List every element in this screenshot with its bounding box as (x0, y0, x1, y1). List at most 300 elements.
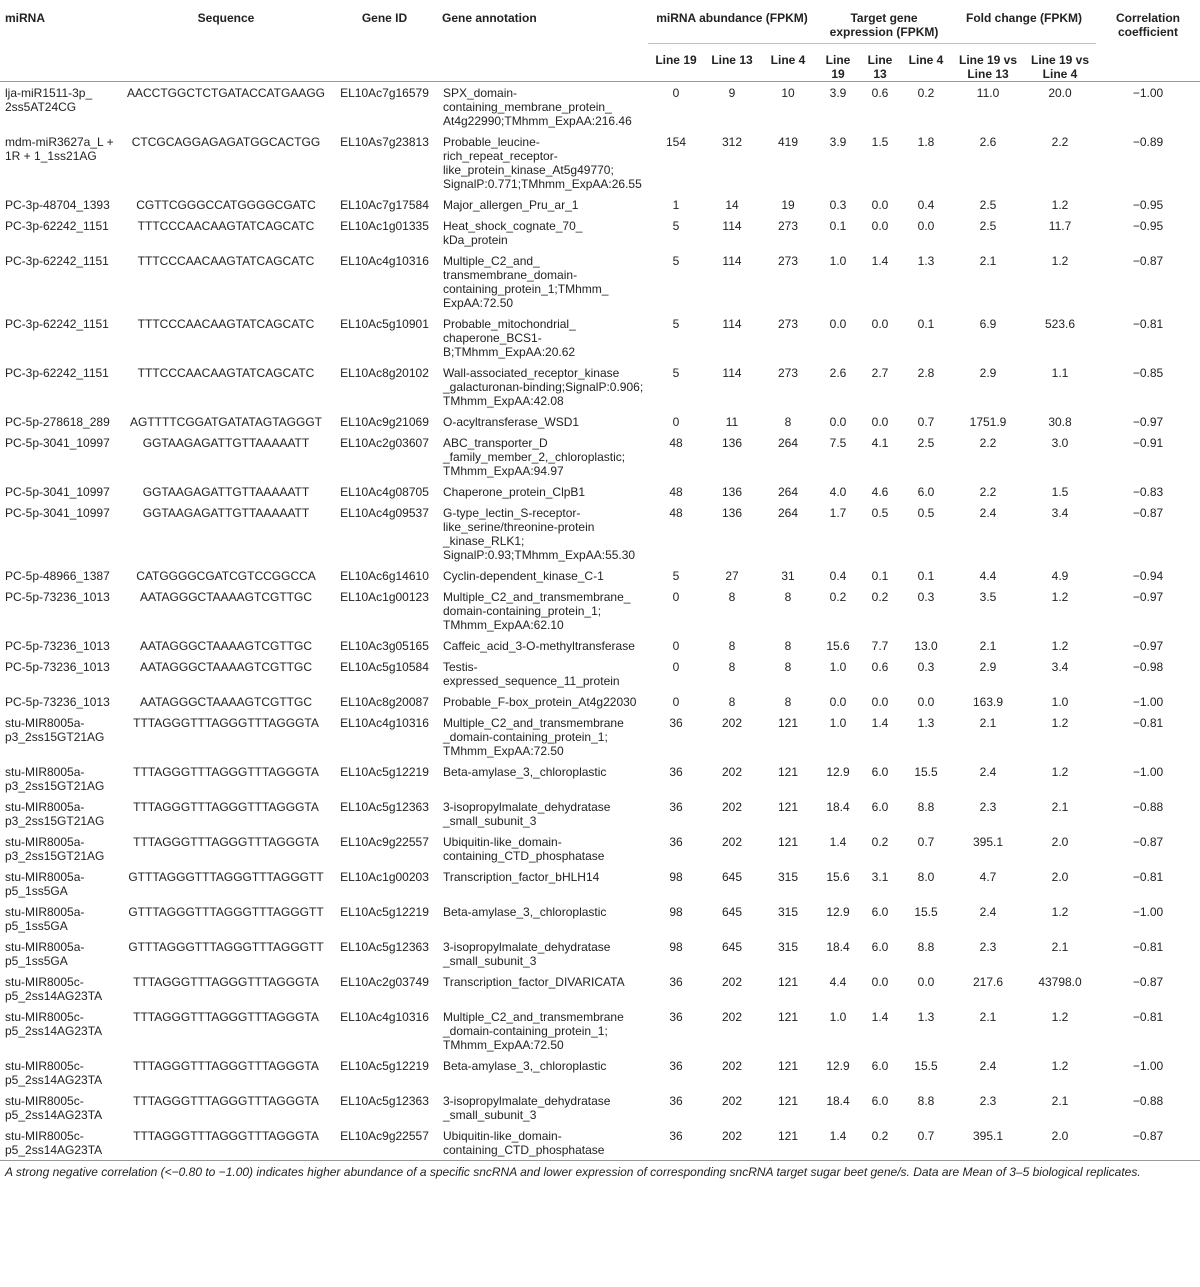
cell-gene-id: EL10Ac5g10584 (340, 660, 429, 674)
cell-gene-id: EL10Ac5g12363 (340, 1094, 429, 1108)
cell-expression-line19: 1.0 (829, 716, 847, 730)
table-row (0, 1006, 1200, 1055)
cell-mirna: PC-3p-48704_1393 (5, 198, 110, 212)
header-abundance-line19: Line 19 (655, 53, 697, 67)
cell-mirna: PC-3p-62242_1151 (5, 254, 109, 268)
cell-sequence: GGTAAGAGATTGTTAAAAATT (142, 485, 310, 499)
cell-correlation: −0.97 (1132, 590, 1164, 604)
cell-abundance-line4: 264 (777, 506, 799, 520)
cell-abundance-line13: 645 (721, 940, 743, 954)
cell-fold-19-vs-13: 395.1 (973, 1129, 1004, 1143)
cell-fold-19-vs-4: 43798.0 (1038, 975, 1082, 989)
cell-mirna: stu-MIR8005a-p3_2ss15GT21AG (5, 716, 105, 744)
table-row (0, 656, 1200, 691)
cell-mirna: PC-5p-73236_1013 (5, 590, 110, 604)
cell-correlation: −0.87 (1132, 506, 1164, 520)
cell-sequence: TTTCCCAACAAGTATCAGCATC (137, 219, 315, 233)
cell-fold-19-vs-13: 163.9 (973, 695, 1004, 709)
cell-abundance-line19: 36 (669, 1094, 683, 1108)
cell-sequence: AATAGGGCTAAAAGTCGTTGC (139, 590, 312, 604)
cell-abundance-line13: 312 (721, 135, 743, 149)
cell-fold-19-vs-4: 1.2 (1051, 254, 1069, 268)
cell-fold-19-vs-13: 2.1 (979, 254, 997, 268)
cell-gene-id: EL10Ac1g00123 (340, 590, 429, 604)
cell-gene-annotation: 3-isopropylmalate_dehydratase _small_subunit_3 (443, 940, 611, 968)
cell-abundance-line19: 1 (672, 198, 680, 212)
cell-expression-line13: 0.2 (871, 835, 889, 849)
cell-abundance-line19: 36 (669, 1010, 683, 1024)
cell-abundance-line13: 645 (721, 870, 743, 884)
cell-fold-19-vs-4: 1.0 (1051, 695, 1069, 709)
table-row (0, 250, 1200, 313)
cell-correlation: −0.81 (1132, 1010, 1164, 1024)
cell-gene-annotation: O-acyltransferase_WSD1 (443, 415, 580, 429)
cell-abundance-line13: 202 (721, 1094, 743, 1108)
cell-correlation: −0.87 (1132, 835, 1164, 849)
cell-fold-19-vs-13: 2.1 (979, 1010, 997, 1024)
cell-gene-annotation: Beta-amylase_3,_chloroplastic (443, 905, 607, 919)
cell-abundance-line4: 273 (777, 219, 799, 233)
cell-expression-line13: 0.1 (871, 569, 889, 583)
cell-gene-id: EL10Ac3g05165 (340, 639, 429, 653)
cell-fold-19-vs-4: 4.9 (1051, 569, 1069, 583)
cell-abundance-line4: 121 (777, 1094, 799, 1108)
cell-expression-line19: 1.4 (829, 835, 847, 849)
cell-expression-line4: 0.7 (917, 835, 935, 849)
cell-abundance-line19: 98 (669, 870, 683, 884)
cell-sequence: AATAGGGCTAAAAGTCGTTGC (139, 695, 312, 709)
cell-correlation: −1.00 (1132, 86, 1164, 100)
cell-mirna: stu-MIR8005c-p5_2ss14AG23TA (5, 975, 103, 1003)
cell-gene-annotation: Wall-associated_receptor_kinase _galacturonan-binding;SignalP:0.906; TMhmm_ExpAA:42.08 (443, 366, 644, 408)
cell-correlation: −0.85 (1132, 366, 1164, 380)
cell-fold-19-vs-13: 4.4 (979, 569, 997, 583)
cell-abundance-line4: 264 (777, 436, 799, 450)
cell-correlation: −0.88 (1132, 1094, 1164, 1108)
cell-correlation: −1.00 (1132, 765, 1164, 779)
cell-fold-19-vs-4: 2.1 (1051, 940, 1069, 954)
cell-fold-19-vs-13: 2.5 (979, 198, 997, 212)
table-row (0, 866, 1200, 901)
cell-abundance-line19: 0 (672, 590, 680, 604)
cell-abundance-line19: 0 (672, 660, 680, 674)
cell-expression-line4: 0.7 (917, 415, 935, 429)
cell-correlation: −0.81 (1132, 870, 1164, 884)
cell-expression-line4: 1.8 (917, 135, 935, 149)
cell-abundance-line4: 315 (777, 870, 799, 884)
cell-expression-line4: 15.5 (914, 765, 938, 779)
cell-sequence: TTTAGGGTTTAGGGTTTAGGGTA (133, 1059, 319, 1073)
cell-fold-19-vs-4: 20.0 (1048, 86, 1072, 100)
cell-expression-line19: 3.9 (829, 135, 847, 149)
cell-fold-19-vs-13: 395.1 (973, 835, 1004, 849)
cell-fold-19-vs-13: 2.1 (979, 716, 997, 730)
cell-correlation: −0.87 (1132, 975, 1164, 989)
cell-gene-id: EL10Ac7g17584 (340, 198, 429, 212)
cell-fold-19-vs-13: 2.2 (979, 436, 997, 450)
cell-correlation: −0.97 (1132, 639, 1164, 653)
cell-expression-line4: 15.5 (914, 1059, 938, 1073)
cell-correlation: −0.87 (1132, 1129, 1164, 1143)
cell-fold-19-vs-4: 3.4 (1051, 660, 1069, 674)
cell-mirna: stu-MIR8005a-p5_1ss5GA (5, 870, 85, 898)
cell-expression-line19: 0.0 (829, 695, 847, 709)
cell-abundance-line4: 121 (777, 1010, 799, 1024)
cell-expression-line4: 0.3 (917, 660, 935, 674)
cell-mirna: PC-3p-62242_1151 (5, 219, 109, 233)
cell-abundance-line13: 136 (721, 485, 743, 499)
cell-abundance-line13: 9 (728, 86, 736, 100)
cell-abundance-line13: 202 (721, 800, 743, 814)
cell-abundance-line19: 36 (669, 765, 683, 779)
cell-expression-line13: 0.0 (871, 219, 889, 233)
cell-expression-line4: 2.5 (917, 436, 935, 450)
cell-abundance-line19: 0 (672, 415, 680, 429)
cell-gene-id: EL10Ac1g01335 (340, 219, 429, 233)
cell-abundance-line13: 645 (721, 905, 743, 919)
cell-abundance-line19: 154 (665, 135, 687, 149)
cell-fold-19-vs-13: 2.9 (979, 660, 997, 674)
cell-sequence: TTTAGGGTTTAGGGTTTAGGGTA (133, 1129, 319, 1143)
cell-fold-19-vs-13: 1751.9 (969, 415, 1007, 429)
cell-gene-id: EL10Ac4g09537 (340, 506, 429, 520)
cell-fold-19-vs-13: 2.4 (979, 905, 997, 919)
cell-expression-line4: 15.5 (914, 905, 938, 919)
cell-expression-line19: 1.0 (829, 254, 847, 268)
cell-fold-19-vs-13: 3.5 (979, 590, 997, 604)
cell-expression-line13: 1.5 (871, 135, 889, 149)
cell-abundance-line13: 27 (725, 569, 739, 583)
cell-expression-line19: 0.2 (829, 590, 847, 604)
cell-expression-line13: 7.7 (871, 639, 889, 653)
cell-abundance-line13: 202 (721, 975, 743, 989)
cell-sequence: GGTAAGAGATTGTTAAAAATT (142, 436, 310, 450)
cell-abundance-line4: 121 (777, 835, 799, 849)
cell-mirna: PC-5p-3041_10997 (5, 506, 110, 520)
cell-abundance-line19: 48 (669, 485, 683, 499)
header-fold-change: Fold change (FPKM) (952, 0, 1096, 44)
cell-mirna: PC-5p-3041_10997 (5, 436, 110, 450)
cell-abundance-line19: 5 (672, 366, 680, 380)
cell-gene-id: EL10Ac5g12363 (340, 800, 429, 814)
header-target-expression: Target gene expression (FPKM) (816, 0, 952, 44)
cell-expression-line13: 2.7 (871, 366, 889, 380)
cell-abundance-line4: 8 (784, 590, 792, 604)
cell-expression-line19: 15.6 (826, 639, 850, 653)
cell-gene-annotation: Heat_shock_cognate_70_ kDa_protein (443, 219, 583, 247)
cell-fold-19-vs-13: 217.6 (973, 975, 1004, 989)
cell-fold-19-vs-4: 523.6 (1045, 317, 1076, 331)
cell-abundance-line13: 202 (721, 1129, 743, 1143)
cell-expression-line19: 4.4 (829, 975, 847, 989)
cell-abundance-line4: 121 (777, 1059, 799, 1073)
cell-fold-19-vs-13: 2.4 (979, 765, 997, 779)
cell-expression-line13: 1.4 (871, 1010, 889, 1024)
cell-fold-19-vs-4: 1.2 (1051, 1059, 1069, 1073)
cell-fold-19-vs-4: 2.1 (1051, 800, 1069, 814)
cell-expression-line4: 6.0 (917, 485, 935, 499)
cell-sequence: TTTAGGGTTTAGGGTTTAGGGTA (133, 975, 319, 989)
cell-abundance-line19: 36 (669, 1059, 683, 1073)
header-expression-line13: Line 13 (867, 53, 893, 81)
header-mirna: miRNA (5, 11, 46, 25)
cell-fold-19-vs-13: 2.6 (979, 135, 997, 149)
cell-abundance-line13: 136 (721, 436, 743, 450)
cell-sequence: AATAGGGCTAAAAGTCGTTGC (139, 639, 312, 653)
table-row (0, 635, 1200, 656)
cell-correlation: −0.95 (1132, 198, 1164, 212)
cell-abundance-line4: 8 (784, 660, 792, 674)
table-row (0, 502, 1200, 565)
cell-sequence: CATGGGGCGATCGTCCGGCCA (136, 569, 316, 583)
table-row (0, 481, 1200, 502)
table-row (0, 831, 1200, 866)
cell-fold-19-vs-4: 3.0 (1051, 436, 1069, 450)
cell-expression-line13: 6.0 (871, 940, 889, 954)
table-row (0, 1125, 1200, 1161)
cell-expression-line4: 1.3 (917, 254, 935, 268)
cell-fold-19-vs-13: 2.2 (979, 485, 997, 499)
cell-fold-19-vs-4: 2.0 (1051, 835, 1069, 849)
header-correlation: Correlation coefficient (1116, 11, 1181, 39)
cell-gene-annotation: Cyclin-dependent_kinase_C-1 (443, 569, 604, 583)
cell-abundance-line19: 36 (669, 800, 683, 814)
cell-expression-line19: 0.3 (829, 198, 847, 212)
cell-gene-annotation: Beta-amylase_3,_chloroplastic (443, 765, 607, 779)
cell-sequence: TTTCCCAACAAGTATCAGCATC (137, 317, 315, 331)
cell-expression-line13: 1.4 (871, 716, 889, 730)
cell-abundance-line19: 36 (669, 1129, 683, 1143)
cell-abundance-line4: 121 (777, 975, 799, 989)
cell-expression-line13: 6.0 (871, 765, 889, 779)
table-row (0, 362, 1200, 411)
cell-abundance-line19: 5 (672, 317, 680, 331)
cell-abundance-line13: 114 (722, 254, 742, 268)
cell-expression-line19: 2.6 (829, 366, 847, 380)
cell-sequence: GTTTAGGGTTTAGGGTTTAGGGTT (128, 870, 324, 884)
cell-expression-line19: 4.0 (829, 485, 847, 499)
table-row (0, 194, 1200, 215)
cell-abundance-line13: 8 (728, 590, 736, 604)
cell-gene-id: EL10Ac4g08705 (340, 485, 429, 499)
cell-abundance-line19: 5 (672, 254, 680, 268)
cell-correlation: −0.83 (1132, 485, 1164, 499)
cell-fold-19-vs-4: 1.2 (1051, 905, 1069, 919)
cell-gene-id: EL10Ac5g12363 (340, 940, 429, 954)
cell-gene-annotation: Ubiquitin-like_domain-containing_CTD_phosphatase (443, 1129, 605, 1157)
cell-abundance-line4: 273 (777, 366, 799, 380)
cell-sequence: TTTAGGGTTTAGGGTTTAGGGTA (133, 1010, 319, 1024)
cell-fold-19-vs-4: 1.2 (1051, 765, 1069, 779)
cell-abundance-line13: 202 (721, 1059, 743, 1073)
cell-expression-line13: 0.0 (871, 198, 889, 212)
cell-expression-line4: 1.3 (917, 1010, 935, 1024)
cell-fold-19-vs-13: 2.3 (979, 800, 997, 814)
cell-expression-line19: 0.0 (829, 415, 847, 429)
cell-abundance-line4: 273 (777, 317, 799, 331)
cell-expression-line19: 12.9 (826, 1059, 850, 1073)
cell-abundance-line4: 273 (777, 254, 799, 268)
cell-correlation: −0.81 (1132, 716, 1164, 730)
cell-sequence: TTTCCCAACAAGTATCAGCATC (137, 366, 315, 380)
cell-abundance-line4: 10 (781, 86, 795, 100)
cell-expression-line19: 7.5 (829, 436, 847, 450)
cell-expression-line13: 0.6 (871, 86, 889, 100)
cell-expression-line4: 0.1 (917, 317, 935, 331)
cell-mirna: mdm-miR3627a_L + 1R + 1_1ss21AG (5, 135, 114, 163)
cell-expression-line19: 12.9 (826, 765, 850, 779)
header-sequence: Sequence (197, 11, 255, 25)
table-row (0, 565, 1200, 586)
cell-fold-19-vs-13: 6.9 (979, 317, 997, 331)
cell-gene-annotation: Major_allergen_Pru_ar_1 (443, 198, 579, 212)
cell-abundance-line13: 8 (728, 660, 736, 674)
cell-abundance-line13: 114 (722, 366, 742, 380)
cell-abundance-line19: 48 (669, 506, 683, 520)
cell-correlation: −0.94 (1132, 569, 1164, 583)
cell-gene-annotation: 3-isopropylmalate_dehydratase _small_subunit_3 (443, 1094, 611, 1122)
cell-gene-annotation: Probable_mitochondrial_ chaperone_BCS1-B;TMhmm_ExpAA:20.62 (443, 317, 576, 359)
cell-abundance-line4: 121 (777, 765, 799, 779)
table-row (0, 1055, 1200, 1090)
cell-fold-19-vs-13: 2.3 (979, 940, 997, 954)
cell-expression-line13: 0.6 (871, 660, 889, 674)
cell-gene-id: EL10Ac4g10316 (340, 716, 429, 730)
cell-mirna: stu-MIR8005a-p3_2ss15GT21AG (5, 835, 105, 863)
cell-abundance-line4: 315 (777, 940, 799, 954)
cell-abundance-line19: 98 (669, 905, 683, 919)
cell-expression-line4: 0.0 (917, 219, 935, 233)
cell-fold-19-vs-4: 3.4 (1051, 506, 1069, 520)
cell-mirna: PC-3p-62242_1151 (5, 317, 109, 331)
header-fold-19-vs-4: Line 19 vs Line 4 (1031, 53, 1090, 81)
cell-expression-line13: 0.0 (871, 975, 889, 989)
cell-fold-19-vs-13: 2.1 (979, 639, 997, 653)
cell-abundance-line19: 5 (672, 219, 680, 233)
cell-abundance-line4: 8 (784, 695, 792, 709)
cell-expression-line4: 0.4 (917, 198, 935, 212)
cell-gene-id: EL10Ac5g12219 (340, 905, 429, 919)
cell-sequence: AACCTGGCTCTGATACCATGAAGG (126, 86, 325, 100)
cell-mirna: lja-miR1511-3p_ 2ss5AT24CG (5, 86, 93, 114)
table-header (0, 0, 1200, 82)
cell-correlation: −0.97 (1132, 415, 1164, 429)
cell-gene-annotation: Beta-amylase_3,_chloroplastic (443, 1059, 607, 1073)
cell-gene-id: EL10As7g23813 (340, 135, 429, 149)
cell-mirna: stu-MIR8005c-p5_2ss14AG23TA (5, 1094, 103, 1122)
cell-sequence: TTTAGGGTTTAGGGTTTAGGGTA (133, 800, 319, 814)
cell-fold-19-vs-4: 30.8 (1048, 415, 1072, 429)
cell-abundance-line4: 121 (777, 716, 799, 730)
cell-abundance-line13: 136 (721, 506, 743, 520)
cell-abundance-line19: 98 (669, 940, 683, 954)
cell-abundance-line4: 8 (784, 415, 792, 429)
cell-expression-line4: 0.2 (917, 86, 935, 100)
cell-abundance-line19: 36 (669, 975, 683, 989)
cell-abundance-line19: 36 (669, 835, 683, 849)
cell-gene-annotation: Ubiquitin-like_domain-containing_CTD_phosphatase (443, 835, 605, 863)
cell-correlation: −1.00 (1132, 1059, 1164, 1073)
cell-sequence: GTTTAGGGTTTAGGGTTTAGGGTT (128, 905, 324, 919)
cell-abundance-line4: 31 (781, 569, 795, 583)
cell-expression-line19: 18.4 (826, 1094, 850, 1108)
cell-expression-line13: 6.0 (871, 1094, 889, 1108)
cell-expression-line13: 0.2 (871, 590, 889, 604)
cell-gene-annotation: Testis-expressed_sequence_11_protein (443, 660, 620, 688)
cell-abundance-line19: 5 (672, 569, 680, 583)
cell-expression-line13: 0.0 (871, 415, 889, 429)
cell-expression-line19: 0.0 (829, 317, 847, 331)
cell-abundance-line13: 14 (725, 198, 739, 212)
header-expression-line19: Line 19 (825, 53, 851, 81)
cell-mirna: PC-5p-3041_10997 (5, 485, 110, 499)
table-row (0, 82, 1200, 132)
cell-abundance-line13: 8 (728, 695, 736, 709)
cell-expression-line13: 0.5 (871, 506, 889, 520)
cell-sequence: TTTAGGGTTTAGGGTTTAGGGTA (133, 716, 319, 730)
cell-gene-annotation: Multiple_C2_and_transmembrane _domain-containing_protein_1; TMhmm_ExpAA:72.50 (443, 1010, 624, 1052)
cell-correlation: −0.95 (1132, 219, 1164, 233)
cell-fold-19-vs-4: 1.2 (1051, 1010, 1069, 1024)
table-footnote: A strong negative correlation (<−0.80 to −1.00) indicates higher abundance of a specific sncRNA and lower expression of corresponding sncRNA target sugar beet gene/s. Data are Mean of 3–5 biological replicates. (5, 1165, 1141, 1179)
cell-abundance-line13: 11 (725, 415, 739, 429)
cell-sequence: TTTCCCAACAAGTATCAGCATC (137, 254, 315, 268)
cell-gene-id: EL10Ac6g14610 (340, 569, 429, 583)
cell-fold-19-vs-13: 2.4 (979, 506, 997, 520)
cell-correlation: −0.88 (1132, 800, 1164, 814)
cell-expression-line19: 18.4 (826, 940, 850, 954)
cell-mirna: stu-MIR8005a-p3_2ss15GT21AG (5, 800, 105, 828)
cell-correlation: −0.81 (1132, 317, 1164, 331)
cell-gene-id: EL10Ac1g00203 (340, 870, 429, 884)
cell-abundance-line4: 264 (777, 485, 799, 499)
table-row (0, 215, 1200, 250)
cell-abundance-line4: 419 (777, 135, 799, 149)
table-row (0, 432, 1200, 481)
cell-gene-id: EL10Ac9g22557 (340, 835, 429, 849)
cell-gene-id: EL10Ac7g16579 (340, 86, 429, 100)
cell-abundance-line13: 114 (722, 219, 742, 233)
cell-gene-annotation: Chaperone_protein_ClpB1 (443, 485, 586, 499)
cell-gene-annotation: Multiple_C2_and_ transmembrane_domain-containing_protein_1;TMhmm_ ExpAA:72.50 (443, 254, 609, 310)
cell-expression-line13: 6.0 (871, 1059, 889, 1073)
cell-expression-line4: 0.0 (917, 695, 935, 709)
cell-expression-line13: 0.0 (871, 695, 889, 709)
cell-sequence: GTTTAGGGTTTAGGGTTTAGGGTT (128, 940, 324, 954)
cell-fold-19-vs-13: 2.3 (979, 1094, 997, 1108)
cell-gene-id: EL10Ac5g12219 (340, 1059, 429, 1073)
table-row (0, 936, 1200, 971)
cell-expression-line13: 6.0 (871, 905, 889, 919)
cell-mirna: stu-MIR8005c-p5_2ss14AG23TA (5, 1129, 103, 1157)
cell-gene-id: EL10Ac8g20087 (340, 695, 429, 709)
cell-gene-id: EL10Ac8g20102 (340, 366, 429, 380)
cell-gene-id: EL10Ac9g22557 (340, 1129, 429, 1143)
cell-expression-line19: 1.0 (829, 660, 847, 674)
table-row (0, 411, 1200, 432)
cell-fold-19-vs-4: 2.0 (1051, 1129, 1069, 1143)
cell-expression-line4: 0.0 (917, 975, 935, 989)
header-gene-annotation: Gene annotation (442, 11, 537, 25)
cell-gene-id: EL10Ac2g03749 (340, 975, 429, 989)
cell-sequence: TTTAGGGTTTAGGGTTTAGGGTA (133, 765, 319, 779)
cell-gene-annotation: Caffeic_acid_3-O-methyltransferase (443, 639, 635, 653)
cell-gene-annotation: Probable_leucine-rich_repeat_receptor-like_protein_kinase_At5g49770; SignalP:0.771;TMhmm_ExpAA:26.55 (443, 135, 642, 191)
cell-mirna: stu-MIR8005a-p3_2ss15GT21AG (5, 765, 105, 793)
cell-abundance-line13: 202 (721, 1010, 743, 1024)
cell-expression-line19: 18.4 (826, 800, 850, 814)
cell-fold-19-vs-13: 4.7 (979, 870, 997, 884)
